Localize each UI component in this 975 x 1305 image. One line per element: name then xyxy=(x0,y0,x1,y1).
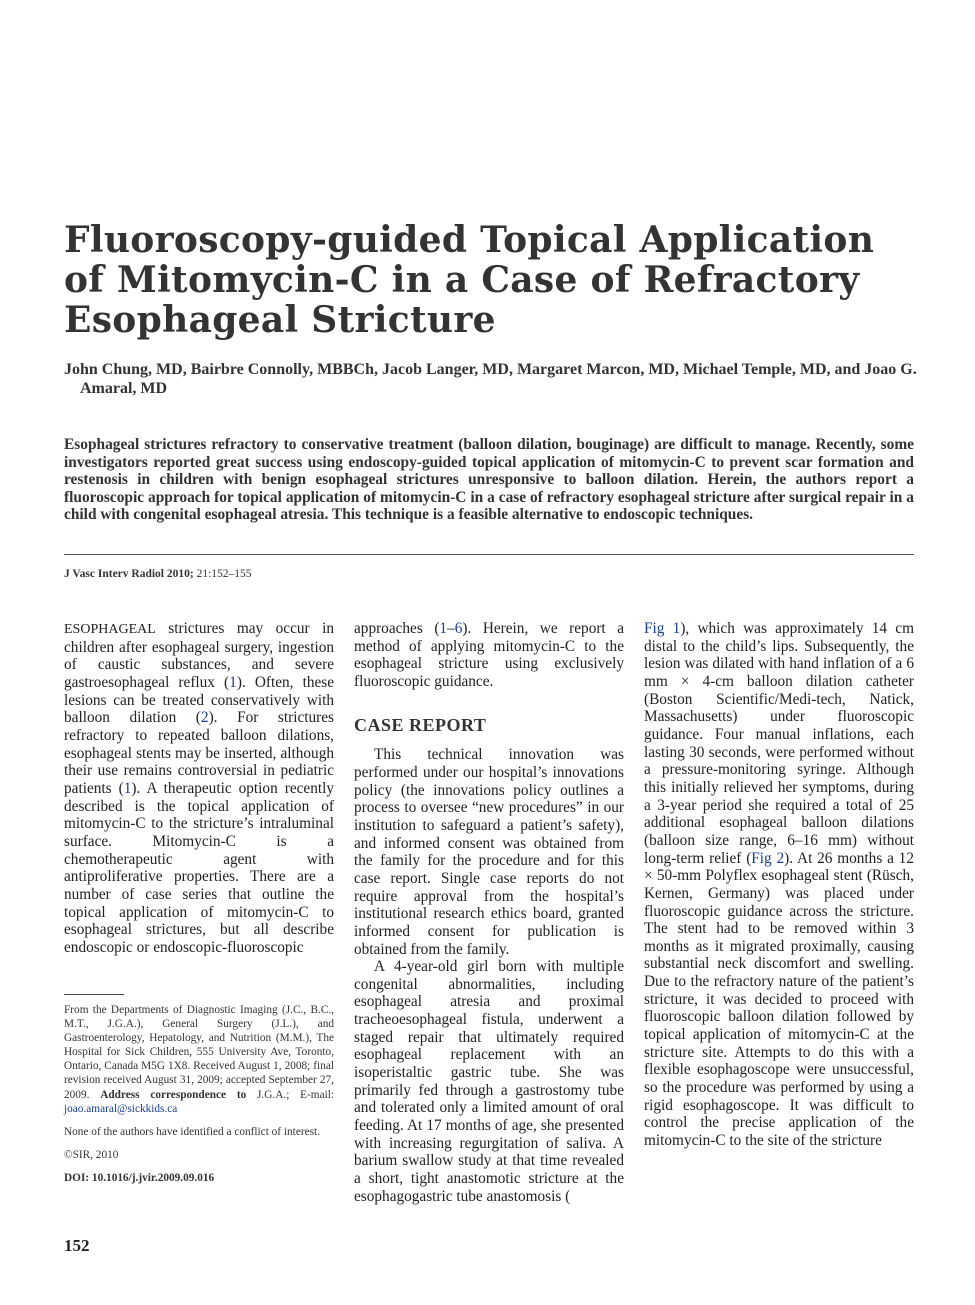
intro-paragraph: ESOPHAGEAL strictures may occur in children after esophageal surgery, ingestion of caustic substances, and severe gastroesophageal reflux (1). Often, these lesions can be treated conservatively with balloon dilation (2). For strictures refractory to repeated balloon dilations, esophageal stents may be inserted, although their use remains controversial in pediatric patients (1). A therapeutic option recently described is the topical application of mitomycin-C to the stricture’s intraluminal surface. Mitomycin-C is a chemotherapeutic agent with antiproliferative properties. There are a number of case series that outline the topical application of mitomycin-C to esophageal strictures, but all describe endoscopic or endoscopic-fluoroscopic xyxy=(64,620,335,956)
email-link[interactable]: joao.amaral@sickkids.ca xyxy=(64,1102,178,1115)
affiliation-note: From the Departments of Diagnostic Imaging (J.C., B.C., M.T., J.G.A.), General Surgery (J.L.), and Gastroenterology, Hepatology, and Nutrition (M.M.), The Hospital for Sick Children, 555 University Ave, Toronto, Ontario, Canada M5G 1X8. Received August 1, 2008; final revision received August 31, 2009; accepted September 27, 2009. Address correspondence to J.G.A.; E-mail: joao.amaral@sickkids.ca xyxy=(64,1004,334,1115)
footnotes xyxy=(64,1003,334,1194)
text-column-3 xyxy=(644,620,914,1150)
footnote-divider xyxy=(64,994,124,995)
abstract: Esophageal strictures refractory to conservative treatment (balloon dilation, bouginage) are difficult to manage. Recently, some investigators reported great success using endoscopy-guided topical application of mitomycin-C to prevent scar formation and restenosis in children with benign esophageal strictures unresponsive to balloon dilation. Herein, the authors report a fluoroscopic approach for topical application of mitomycin-C in a case of refractory esophageal stricture after surgical repair in a child with congenital esophageal atresia. This technique is a feasible alternative to endoscopic techniques. xyxy=(64,436,914,524)
intro-lead-word: ESOPHAGEAL xyxy=(64,622,156,637)
reference-link[interactable]: 1 xyxy=(123,779,132,797)
article-title: Fluoroscopy-guided Topical Application of Mitomycin-C in a Case of Refractory Esophageal Stricture xyxy=(64,219,875,341)
case-report-paragraph-continued: Fig 1), which was approximately 14 cm distal to the child’s lips. Subsequently, the lesion was dilated with hand inflation of a 6 mm × 4-cm balloon dilation catheter (Boston Scientific/Medi-tech, Natick, Massachusetts) under fluoroscopic guidance. Four manual inflations, each lasting 30 seconds, were performed without a pressure-monitoring syringe. Although this initially relieved her symptoms, during a 3-year period she required a total of 25 additional esophageal balloon dilations (balloon size range, 6–16 mm) without long-term relief (Fig 2). At 26 months a 12 × 50-mm Polyflex esophageal stent (Rüsch, Kernen, Germany) was placed under fluoroscopic guidance across the stricture. The stent had to be removed within 3 months as it migrated proximally, causing substantial neck discomfort and swelling. Due to the refractory nature of the patient’s stricture, it was decided to proceed with fluoroscopic balloon dilation followed by topical application of mitomycin-C at the stricture site. Attempts to do this with a flexible esophagoscope were unsuccessful, so the procedure was performed by using a rigid esophagoscope. It was difficult to control the precise application of the mitomycin-C to the site of the stricture xyxy=(644,620,914,1150)
figure-link[interactable]: Fig 1 xyxy=(644,620,681,637)
journal-name: J Vasc Interv Radiol 2010; xyxy=(64,568,194,580)
reference-link[interactable]: 1 xyxy=(229,673,237,691)
intro-paragraph-continued: approaches (1–6). Herein, we report a method of applying mitomycin-C to the esophageal stricture using exclusively fluoroscopic guidance. xyxy=(354,620,624,690)
author-list: John Chung, MD, Bairbre Connolly, MBBCh, Jacob Langer, MD, Margaret Marcon, MD, Michael Temple, MD, and Joao G. Amaral, MD xyxy=(64,361,917,397)
reference-link[interactable]: 2 xyxy=(200,709,209,727)
page-number: 152 xyxy=(64,1236,90,1255)
doi[interactable]: DOI: 10.1016/j.jvir.2009.09.016 xyxy=(64,1171,215,1184)
text-column-2 xyxy=(354,620,624,1205)
reference-link[interactable]: 6 xyxy=(454,620,463,637)
reference-link[interactable]: 1 xyxy=(439,620,448,637)
case-report-paragraph: This technical innovation was performed under our hospital’s innovations policy (the innovations policy outlines a process to oversee “new procedures” in our institution to safeguard a patient’s safety), and informed consent was obtained from the family for the procedure and for this case report. Single case reports do not require approval from the hospital’s institutional research ethics board, granted informed consent for publication is obtained from the family. xyxy=(354,746,624,958)
copyright-note: ©SIR, 2010 xyxy=(64,1148,119,1161)
journal-volume: 21:152–155 xyxy=(196,568,252,580)
conflict-note: None of the authors have identified a conflict of interest. xyxy=(64,1125,320,1138)
figure-link[interactable]: Fig 2 xyxy=(751,849,785,867)
case-report-paragraph: A 4-year-old girl born with multiple congenital abnormalities, including esophageal atresia and proximal tracheoesophageal fistula, underwent a staged repair that ultimately required esophageal replacement with an isoperistaltic gastric tube. She was primarily fed through a gastrostomy tube and tolerated only a limited amount of oral feeding. At 17 months of age, she presented with increasing regurgitation of saliva. A barium swallow study at that time revealed a short, tight anastomotic stricture at the esophagogastric tube anastomosis ( xyxy=(354,958,624,1205)
text-column-1 xyxy=(64,620,334,956)
journal-citation xyxy=(64,568,252,580)
section-heading-case-report: CASE REPORT xyxy=(354,714,487,735)
abstract-divider xyxy=(64,554,914,555)
